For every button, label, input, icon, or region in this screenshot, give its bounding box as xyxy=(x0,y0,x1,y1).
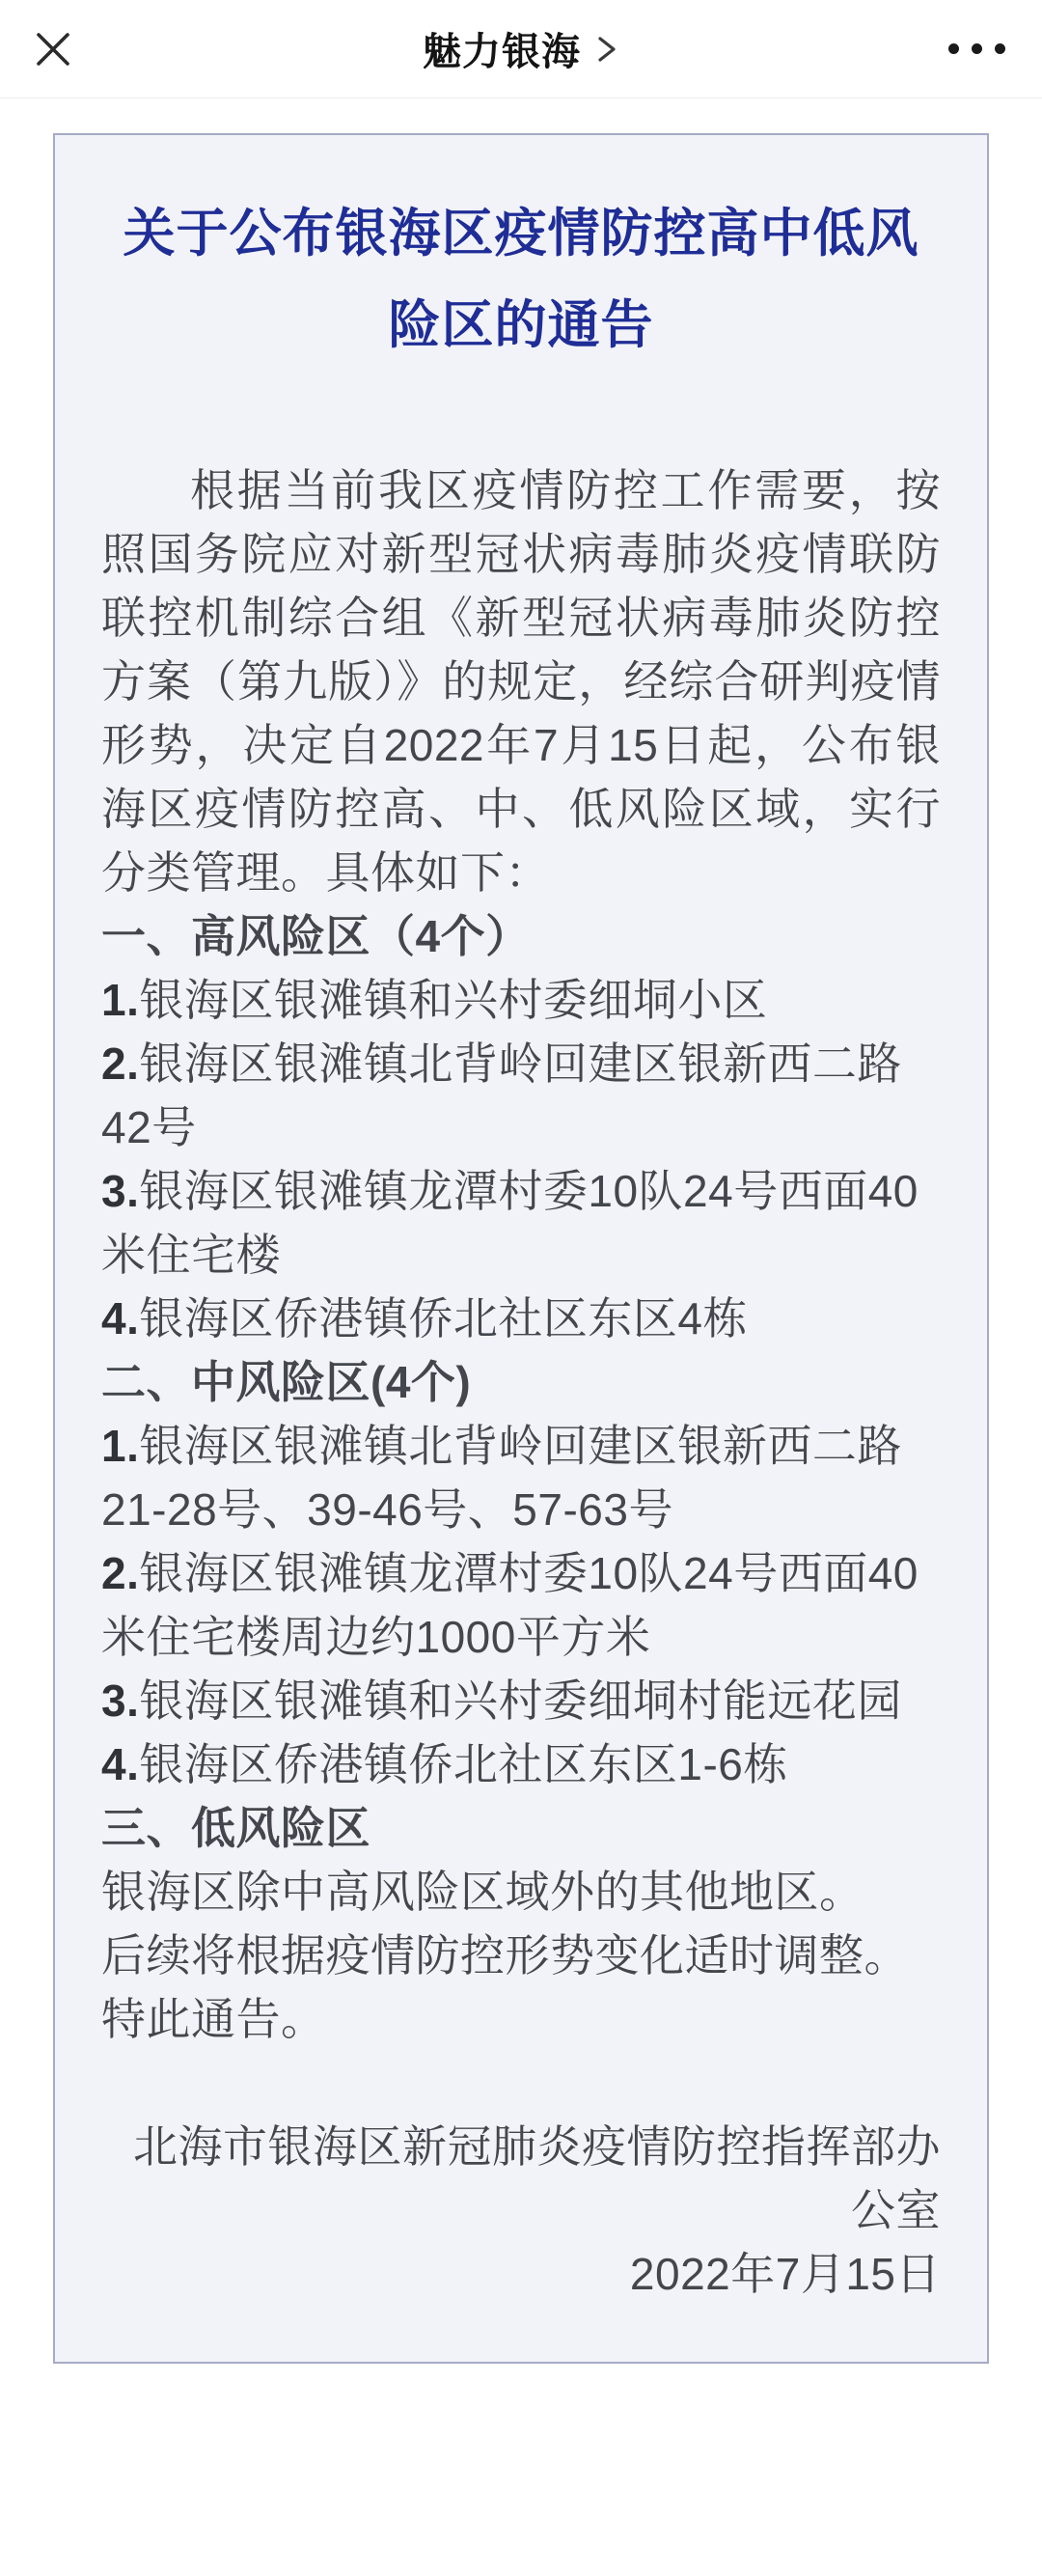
item-number: 4. xyxy=(101,1739,140,1789)
list-item xyxy=(101,1732,941,1796)
notice-title: 关于公布银海区疫情防控高中低风险区的通告 xyxy=(123,205,919,354)
section-heading-low-risk: 三、低风险区 xyxy=(101,1803,370,1853)
item-number: 3. xyxy=(101,1676,140,1726)
item-number: 4. xyxy=(101,1293,140,1343)
item-text: 银海区侨港镇侨北社区东区4栋 xyxy=(139,1293,748,1343)
signature-block xyxy=(101,2115,941,2306)
item-text: 银海区银滩镇北背岭回建区银新西二路42号 xyxy=(101,1039,902,1152)
item-text: 银海区银滩镇北背岭回建区银新西二路21-28号、39-46号、57-63号 xyxy=(101,1421,902,1535)
titlebar xyxy=(0,0,1042,98)
item-text: 银海区银滩镇和兴村委细垌小区 xyxy=(139,975,768,1025)
more-menu-icon[interactable] xyxy=(945,34,1009,64)
closing-line: 特此通告。 xyxy=(101,1994,326,2044)
item-text: 银海区银滩镇龙潭村委10队24号西面40米住宅楼 xyxy=(101,1166,919,1280)
item-number: 2. xyxy=(101,1548,140,1598)
list-item xyxy=(101,1287,941,1350)
list-item xyxy=(101,1032,941,1159)
notice-paragraph: 根据当前我区疫情防控工作需要，按照国务院应对新型冠状病毒肺炎疫情联防联控机制综合组《新型冠状病毒肺炎防控方案（第九版）》的规定，经综合研判疫情形势，决定自2022年7月15日起，公布银海区疫情防控高、中、低风险区域，实行分类管理。具体如下： xyxy=(101,465,941,898)
account-name: 魅力银海 xyxy=(423,31,581,73)
low-risk-line: 银海区除中高风险区域外的其他地区。 xyxy=(101,1867,864,1917)
item-text: 银海区银滩镇和兴村委细垌村能远花园 xyxy=(139,1676,902,1726)
account-link[interactable] xyxy=(423,21,619,76)
dot xyxy=(972,43,982,54)
list-item xyxy=(101,1159,941,1287)
item-text: 银海区侨港镇侨北社区东区1-6栋 xyxy=(139,1739,788,1789)
item-number: 1. xyxy=(101,1421,140,1471)
dot xyxy=(995,43,1005,54)
item-text: 银海区银滩镇龙潭村委10队24号西面40米住宅楼周边约1000平方米 xyxy=(101,1548,919,1662)
dot xyxy=(948,43,959,54)
item-number: 3. xyxy=(101,1166,140,1216)
close-icon[interactable] xyxy=(33,20,91,78)
chevron-right-icon xyxy=(594,29,619,69)
list-item xyxy=(101,1669,941,1732)
item-number: 2. xyxy=(101,1039,140,1089)
signature-org: 北海市银海区新冠肺炎疫情防控指挥部办公室 xyxy=(133,2121,941,2235)
notice-card xyxy=(53,133,989,2364)
adjustment-line: 后续将根据疫情防控形势变化适时调整。 xyxy=(101,1930,909,1980)
list-item xyxy=(101,1414,941,1541)
list-item xyxy=(101,1541,941,1669)
list-item xyxy=(101,968,941,1032)
section-heading-high-risk: 一、高风险区（4个） xyxy=(101,911,531,961)
x-close-glyph xyxy=(33,29,73,69)
item-number: 1. xyxy=(101,975,140,1025)
section-heading-medium-risk: 二、中风险区(4个) xyxy=(101,1357,472,1407)
signature-date: 2022年7月15日 xyxy=(629,2249,941,2299)
